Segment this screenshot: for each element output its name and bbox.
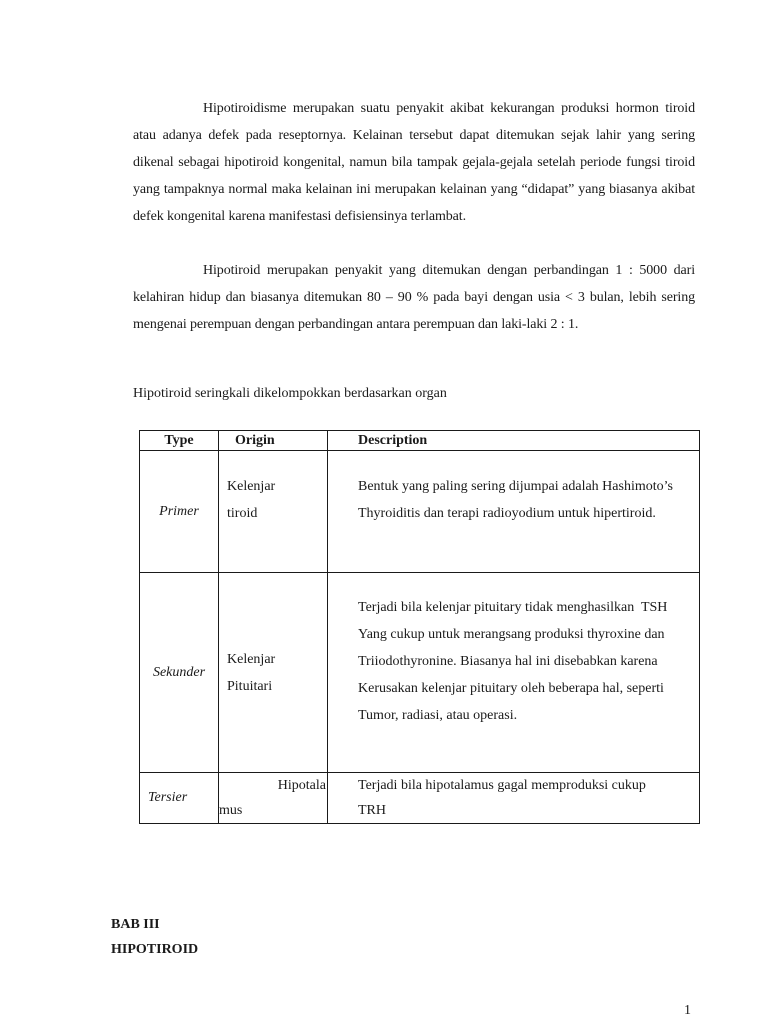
chapter-title: HIPOTIROID — [111, 942, 199, 957]
row-origin-primer — [219, 451, 328, 573]
description-line: Kerusakan kelenjar pituitary oleh beberapa hal, seperti — [358, 681, 664, 696]
origin-line: tiroid — [227, 506, 258, 521]
description-line: Yang cukup untuk merangsang produksi thyroxine dan — [358, 627, 665, 642]
description-line: TRH — [358, 803, 386, 818]
paragraph-hipotiroid-prevalence: Hipotiroid merupakan penyakit yang ditemukan dengan perbandingan 1 : 5000 dari kelahiran hidup dan biasanya ditemukan 80 – 90 % pada bayi dengan usia < 3 bulan, lebih sering mengenai perempuan dengan perbandingan antara perempuan dan laki-laki 2 : 1. — [133, 263, 695, 332]
row-description-sekunder — [328, 573, 700, 773]
origin-line: mus — [219, 803, 243, 818]
description-line: Triiodothyronine. Biasanya hal ini disebabkan karena — [358, 654, 658, 669]
row-origin-tersier — [219, 773, 328, 824]
row-description-tersier — [328, 773, 700, 824]
header-description: Description — [328, 431, 700, 451]
chapter-heading — [111, 912, 198, 962]
row-origin-sekunder — [219, 573, 328, 773]
table-row-tersier — [140, 773, 700, 824]
page-number: 1 — [684, 1003, 691, 1018]
description-line: Tumor, radiasi, atau operasi. — [358, 708, 518, 723]
row-type-primer: Primer — [140, 451, 219, 573]
table-row-primer — [140, 451, 700, 573]
row-type-sekunder: Sekunder — [140, 573, 219, 773]
origin-line: Hipotala — [277, 778, 326, 793]
row-type-tersier: Tersier — [140, 773, 219, 824]
description-line: Terjadi bila hipotalamus gagal memproduksi cukup — [358, 778, 646, 793]
header-origin: Origin — [219, 431, 328, 451]
origin-line: Kelenjar — [227, 479, 276, 494]
table-header-row — [140, 431, 700, 451]
origin-line: Kelenjar — [227, 651, 276, 667]
paragraph-hipotiroidisme-definition: Hipotiroidisme merupakan suatu penyakit akibat kekurangan produksi hormon tiroid atau adanya defek pada reseptornya. Kelainan tersebut dapat ditemukan sejak lahir yang sering dikenal sebagai hipotiroid kongenital, namun bila tampak gejala-gejala setelah periode fungsi tiroid yang tampaknya normal maka kelainan ini merupakan kelainan yang “didapat” yang biasanya akibat defek kongenital karena manifestasi defisiensinya terlambat. — [133, 101, 695, 224]
origin-line: Pituitari — [227, 678, 273, 694]
hipotiroid-classification-table — [139, 430, 700, 824]
table-row-sekunder — [140, 573, 700, 773]
chapter-number: BAB III — [111, 917, 160, 932]
row-description-primer: Bentuk yang paling sering dijumpai adalah Hashimoto’s Thyroiditis dan terapi radioyodium untuk hipertiroid. — [328, 451, 700, 573]
description-line: Terjadi bila kelenjar pituitary tidak menghasilkan TSH — [358, 600, 668, 615]
table-intro-text: Hipotiroid seringkali dikelompokkan berdasarkan organ — [133, 386, 447, 401]
header-type: Type — [140, 431, 219, 451]
